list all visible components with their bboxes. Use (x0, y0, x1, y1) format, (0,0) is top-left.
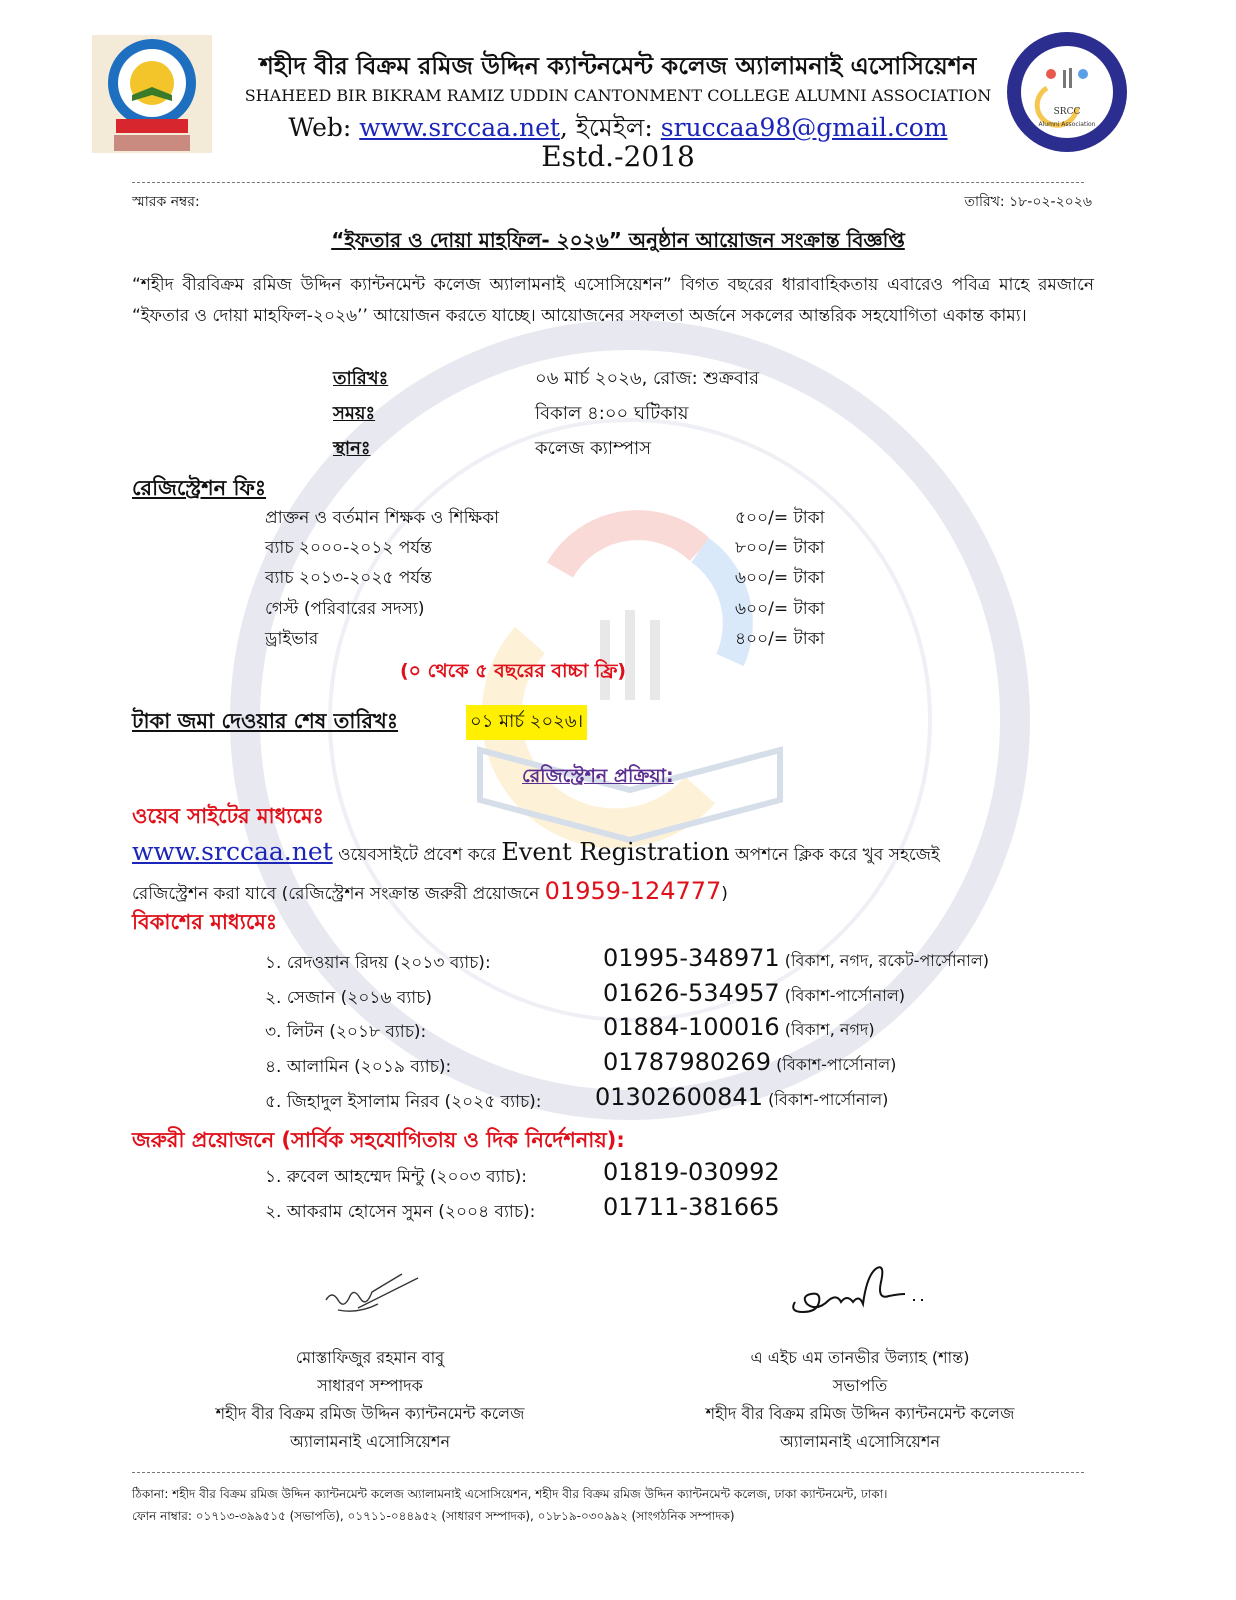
help-phone: 01959-124777 (544, 877, 722, 905)
signatory-role: সভাপতি (832, 1376, 888, 1395)
web-text-3: রেজিস্ট্রেশন করা যাবে (রেজিস্ট্রেশন সংক্রান্ত জরুরী প্রয়োজনে (132, 884, 545, 904)
signature-left (318, 1270, 438, 1320)
bkash-number: 01302600841 (595, 1083, 763, 1111)
fee-label: ব্যাচ ২০০০-২০১২ পর্যন্ত (265, 538, 432, 558)
website-link[interactable]: www.srccaa.net (359, 113, 560, 142)
bkash-row (603, 979, 905, 1010)
free-note: (০ থেকে ৫ বছরের বাচ্চা ফ্রি) (400, 660, 627, 682)
event-time-label: সময়ঃ (333, 403, 376, 424)
signature-block-right (640, 1344, 1080, 1456)
fee-amount: ৬০০/= টাকা (735, 599, 825, 619)
email-label: , ইমেইল: (559, 113, 661, 142)
bkash-name: ৪. আলামিন (২০১৯ ব্যাচ): (265, 1057, 452, 1077)
bkash-name: ৫. জিহাদুল ইসালাম নিরব (২০২৫ ব্যাচ): (265, 1092, 542, 1112)
established-year: Estd.-2018 (541, 140, 695, 173)
urgent-name: ১. রুবেল আহম্মেদ মিন্টু (২০০৩ ব্যাচ): (265, 1167, 527, 1187)
right-logo-text: SRCC (1053, 107, 1081, 117)
bkash-row (595, 1083, 888, 1114)
web-label: Web: (288, 113, 360, 142)
fee-label: ড্রাইভার (265, 629, 319, 649)
event-registration-text: Event Registration (501, 838, 730, 866)
web-heading: ওয়েব সাইটের মাধ্যমেঃ (132, 804, 324, 828)
bkash-heading: বিকাশের মাধ্যমেঃ (132, 910, 278, 934)
memo-ref: স্মারক নম্বর: (132, 194, 200, 210)
urgent-name: ২. আকরাম হোসেন সুমন (২০০৪ ব্যাচ): (265, 1202, 536, 1222)
header-divider (132, 182, 1084, 183)
bkash-note: (বিকাশ, নগদ) (784, 1020, 875, 1039)
event-time-value: বিকাল ৪:০০ ঘটিকায় (535, 403, 689, 424)
bkash-name: ৩. লিটন (২০১৮ ব্যাচ): (265, 1022, 427, 1042)
bkash-number: 01787980269 (603, 1048, 771, 1076)
fee-label: গেস্ট (পরিবারের সদস্য) (265, 599, 425, 619)
web-text-1: ওয়েবসাইটে প্রবেশ করে (332, 845, 502, 865)
signatory-name: মোস্তাফিজুর রহমান বাবু (295, 1348, 445, 1367)
footer-address: ঠিকানা: শহীদ বীর বিক্রম রমিজ উদ্দিন ক্যান্টনমেন্ট কলেজ অ্যালামনাই এসোসিয়েশন, শহীদ বীর বিক্রম রমিজ উদ্দিন ক্যান্টনমেন্ট কলেজ, ঢাকা ক্যান্টনমেন্ট, ঢাকা। (132, 1487, 888, 1501)
signatory-org: অ্যালামনাই এসোসিয়েশন (289, 1432, 450, 1451)
urgent-heading: জরুরী প্রয়োজনে (সার্বিক সহযোগিতায় ও দিক নির্দেশনায়): (132, 1128, 625, 1152)
bkash-note: (বিকাশ-পার্সোনাল) (776, 1055, 897, 1074)
notice-title: “ইফতার ও দোয়া মাহফিল- ২০২৬” অনুষ্ঠান আয়োজন সংক্রান্ত বিজ্ঞপ্তি (331, 228, 905, 252)
urgent-number: 01711-381665 (603, 1193, 780, 1221)
fee-amount: ৬০০/= টাকা (735, 568, 825, 588)
footer-phones: ফোন নাম্বার: ০১৭১৩-৩৯৯৫১৫ (সভাপতি), ০১৭১১-০৪৪৯৫২ (সাধারণ সম্পাদক), ০১৮১৯-০৩০৯৯২ (সাংগঠনিক সম্পাদক) (132, 1509, 735, 1523)
signatory-org: শহীদ বীর বিক্রম রমিজ উদ্দিন ক্যান্টনমেন্ট কলেজ (705, 1404, 1015, 1423)
deadline-value: ০১ মার্চ ২০২৬। (466, 705, 587, 740)
bkash-number: 01995-348971 (603, 944, 780, 972)
org-name-bn: শহীদ বীর বিক্রম রমিজ উদ্দিন ক্যান্টনমেন্ট কলেজ অ্যালামনাই এসোসিয়েশন (259, 52, 977, 80)
bkash-row (603, 1048, 896, 1079)
bkash-row (603, 944, 989, 975)
process-heading: রেজিস্ট্রেশন প্রক্রিয়া: (522, 765, 674, 787)
bkash-number: 01884-100016 (603, 1013, 780, 1041)
fee-label: ব্যাচ ২০১৩-২০২৫ পর্যন্ত (265, 568, 432, 588)
urgent-number: 01819-030992 (603, 1158, 780, 1186)
org-name-en: SHAHEED BIR BIKRAM RAMIZ UDDIN CANTONMENT COLLEGE ALUMNI ASSOCIATION (244, 86, 992, 105)
signatory-name: এ এইচ এম তানভীর উল্যাহ (শান্ত) (750, 1348, 970, 1367)
bkash-note: (বিকাশ-পার্সোনাল) (768, 1090, 889, 1109)
intro-paragraph: “শহীদ বীরবিক্রম রমিজ উদ্দিন ক্যান্টনমেন্ট কলেজ অ্যালামনাই এসোসিয়েশন” বিগত বছরের ধারাবাহিকতায় এবারেও পবিত্র মাহে রমজানে “ইফতার ও দোয়া মাহফিল-২০২৬’’ আয়োজন করতে যাচ্ছে। আয়োজনের সফলতা অর্জনে সকলের আন্তরিক সহযোগিতা একান্ত কাম্য। (132, 275, 1094, 326)
web-text-2: অপশনে ক্লিক করে খুব সহজেই (729, 845, 940, 865)
bkash-note: (বিকাশ-পার্সোনাল) (784, 986, 906, 1005)
signatory-org: অ্যালামনাই এসোসিয়েশন (779, 1432, 940, 1451)
event-date-label: তারিখঃ (333, 368, 389, 389)
signature-block-left (150, 1344, 590, 1456)
alumni-logo-right (1005, 30, 1129, 154)
fee-amount: ৫০০/= টাকা (735, 508, 825, 528)
signatory-role: সাধারণ সম্পাদক (317, 1376, 423, 1395)
bkash-number: 01626-534957 (603, 979, 780, 1007)
web-link[interactable]: www.srccaa.net (132, 837, 333, 866)
memo-date: তারিখ: ১৮-০২-২০২৬ (964, 194, 1092, 210)
event-place-label: স্থানঃ (333, 438, 371, 459)
bkash-note: (বিকাশ, নগদ, রকেট-পার্সোনাল) (784, 951, 989, 970)
fee-amount: ৮০০/= টাকা (735, 538, 825, 558)
bkash-row (603, 1013, 875, 1044)
bkash-name: ১. রেদওয়ান রিদয় (২০১৩ ব্যাচ): (265, 953, 491, 973)
college-logo-left (92, 35, 212, 153)
deadline-label: টাকা জমা দেওয়ার শেষ তারিখঃ (132, 709, 399, 733)
signature-right (785, 1258, 935, 1322)
fee-label: প্রাক্তন ও বর্তমান শিক্ষক ও শিক্ষিকা (265, 508, 500, 528)
fee-amount: ৪০০/= টাকা (735, 629, 825, 649)
footer-divider (132, 1472, 1084, 1473)
web-instructions (132, 834, 1094, 912)
signatory-org: শহীদ বীর বিক্রম রমিজ উদ্দিন ক্যান্টনমেন্ট কলেজ (215, 1404, 525, 1423)
event-place-value: কলেজ ক্যাম্পাস (535, 438, 652, 459)
web-text-4: ) (721, 884, 728, 904)
right-logo-sub: Alumni Association (1038, 121, 1096, 128)
event-date-value: ০৬ মার্চ ২০২৬, রোজ: শুক্রবার (535, 368, 760, 389)
bkash-name: ২. সেজান (২০১৬ ব্যাচ) (265, 988, 433, 1008)
email-link[interactable]: sruccaa98@gmail.com (660, 113, 948, 142)
fees-heading: রেজিস্ট্রেশন ফিঃ (132, 476, 267, 500)
